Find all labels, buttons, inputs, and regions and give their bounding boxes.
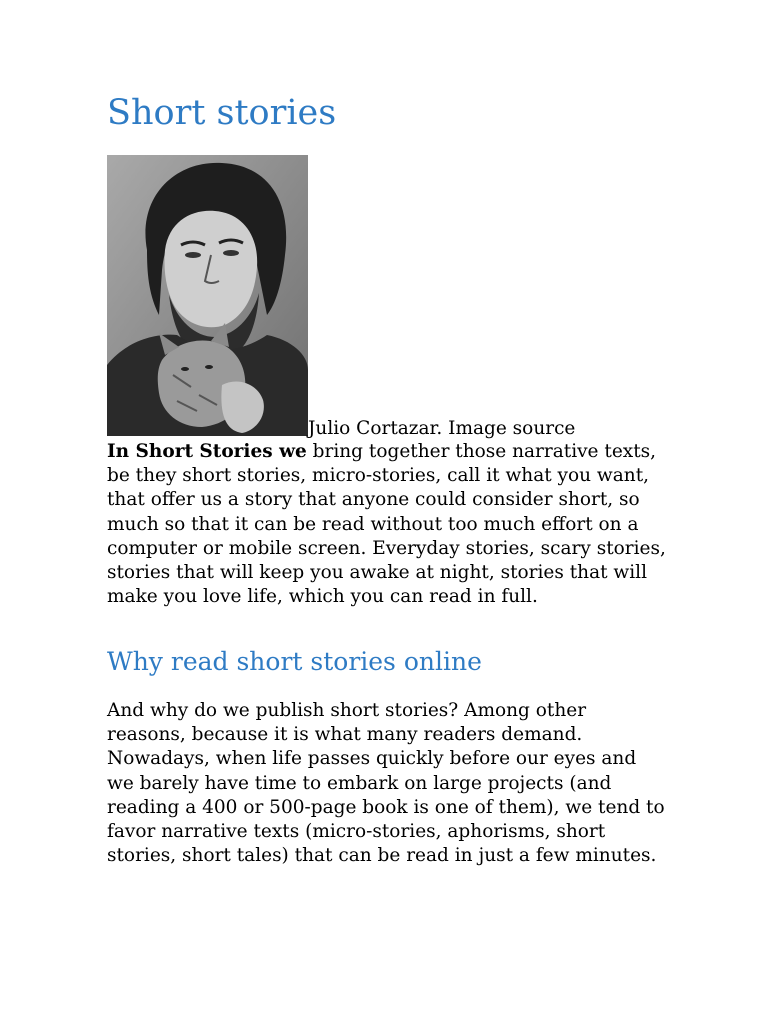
page-title: Short stories bbox=[107, 93, 337, 133]
intro-lead: In Short Stories we bbox=[107, 441, 307, 462]
author-photo bbox=[107, 155, 308, 436]
intro-paragraph bbox=[107, 440, 667, 609]
figure-with-caption bbox=[107, 155, 667, 441]
intro-text: bring together those narrative texts, be they short stories, micro-stories, call it what you want, that offer us a story that anyone could consider short, so much so that it can be read without too much effort on a computer or mobile screen. Everyday stories, scary stories, stories that will keep you awake at night, stories that will make you love life, which you can read in full. bbox=[107, 441, 666, 608]
portrait-image bbox=[107, 155, 308, 436]
section-heading: Why read short stories online bbox=[107, 647, 482, 676]
section-paragraph: And why do we publish short stories? Among other reasons, because it is what many readers demand. Nowadays, when life passes quickly before our eyes and we barely have time to embark on large projects (and reading a 400 or 500-page book is one of them), we tend to favor narrative texts (micro-stories, aphorisms, short stories, short tales) that can be read in just a few minutes. bbox=[107, 700, 665, 867]
image-caption: Julio Cortazar. Image source bbox=[308, 418, 576, 439]
